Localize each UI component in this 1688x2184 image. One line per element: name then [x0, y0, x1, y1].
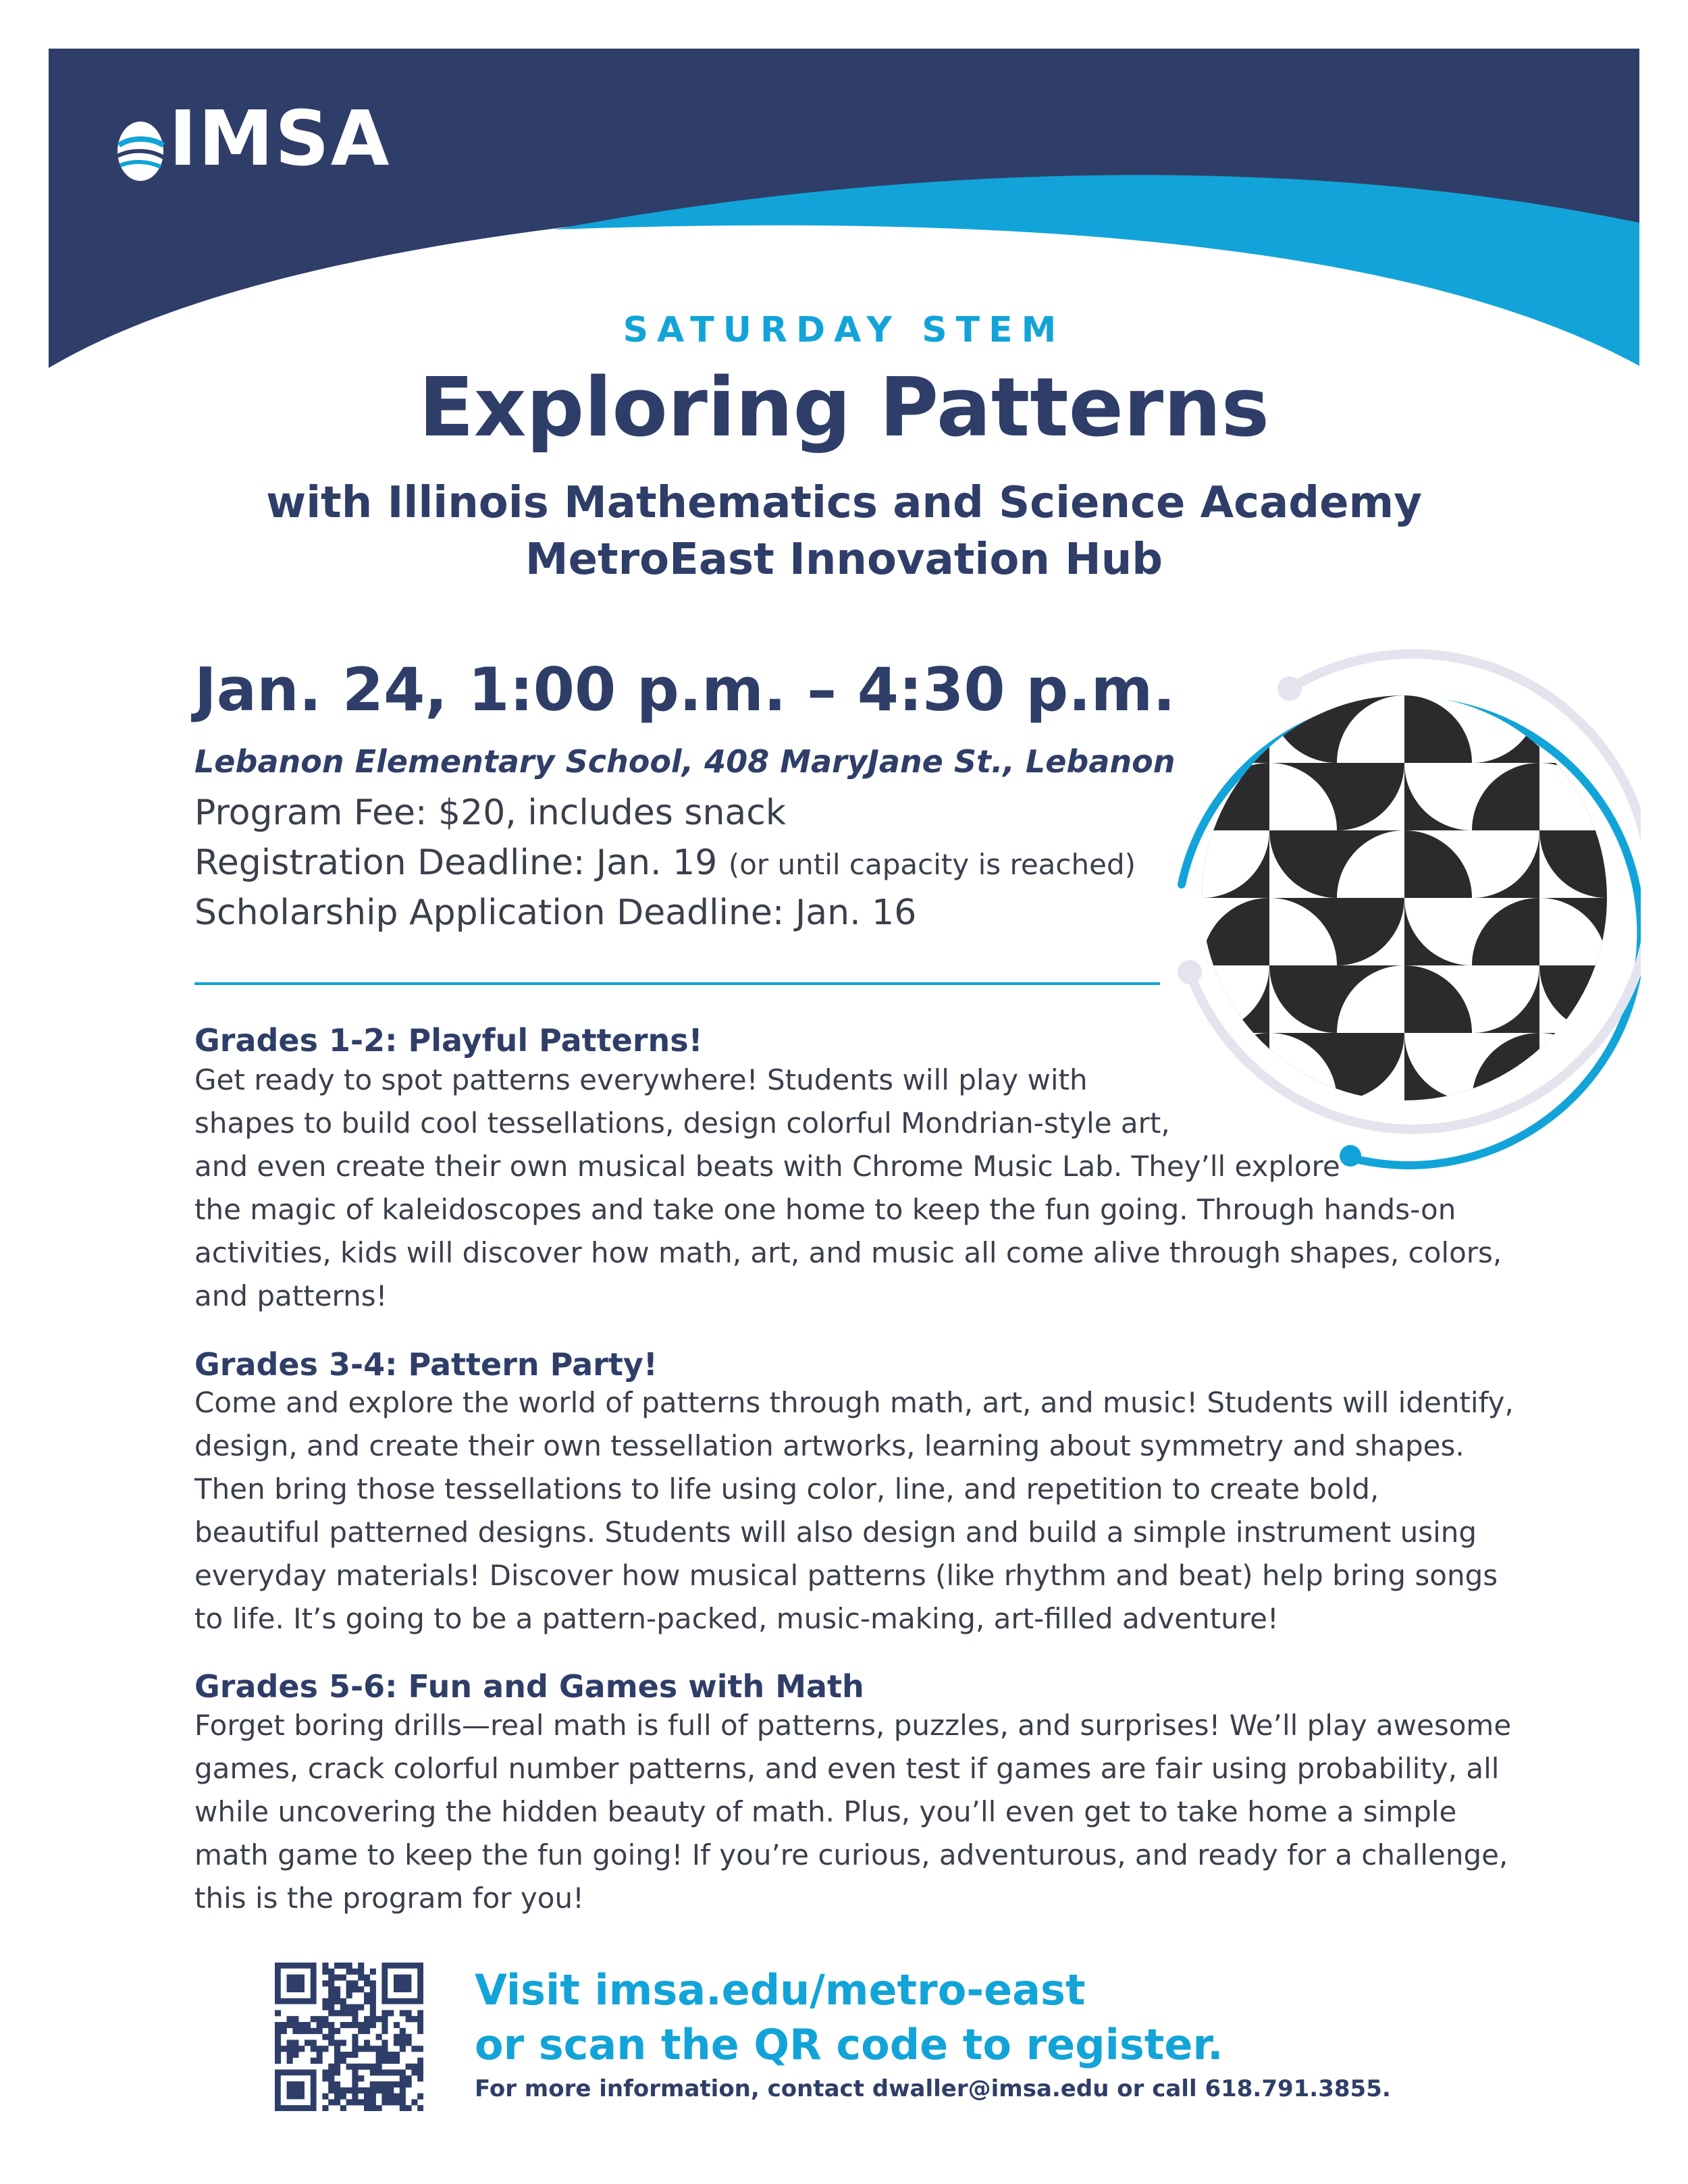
qr-module [346, 2064, 352, 2070]
qr-module [292, 2028, 298, 2034]
qr-module [328, 2081, 334, 2087]
qr-module [311, 2040, 317, 2046]
subtitle-line-1: with Illinois Mathematics and Science Academy [266, 478, 1422, 528]
qr-module [388, 2058, 394, 2064]
qr-module [305, 2022, 311, 2028]
qr-module [381, 2022, 388, 2028]
qr-module [364, 1975, 370, 1981]
qr-module [292, 2016, 298, 2022]
qr-module [352, 2052, 358, 2058]
program-description-grades-1-2 [194, 1059, 1502, 1318]
qr-module [411, 2064, 417, 2070]
qr-module [292, 2022, 298, 2028]
qr-module [388, 2069, 394, 2075]
program-heading-grades-1-2: Grades 1-2: Playful Patterns! [194, 1022, 703, 1059]
qr-module [400, 2010, 406, 2016]
qr-module [400, 2087, 406, 2094]
qr-module [340, 2094, 346, 2100]
qr-module [281, 2028, 287, 2034]
qr-module [376, 2081, 382, 2087]
qr-module [400, 2069, 406, 2075]
qr-module [417, 2105, 423, 2111]
qr-module [376, 2046, 382, 2052]
qr-module [381, 2058, 388, 2064]
qr-module [394, 2034, 400, 2040]
qr-module [305, 2040, 311, 2046]
qr-module [352, 2040, 358, 2046]
qr-module [370, 2081, 376, 2087]
qr-module [381, 2069, 388, 2075]
qr-module [334, 2028, 340, 2034]
qr-module [352, 2016, 358, 2022]
qr-module [364, 1992, 370, 1998]
qr-module [417, 2046, 423, 2052]
description-line: everyday materials! Discover how musical patterns (like rhythm and beat) help bring songs [194, 1559, 1498, 1592]
qr-module [334, 2087, 340, 2094]
qr-module [352, 1969, 358, 1975]
qr-module [358, 2004, 364, 2010]
qr-module [358, 2087, 364, 2094]
qr-module [394, 2081, 400, 2087]
qr-module [275, 2052, 281, 2058]
qr-module [352, 2081, 358, 2087]
qr-module [364, 2105, 370, 2111]
qr-module [406, 2016, 412, 2022]
qr-module [417, 2028, 423, 2034]
qr-module [358, 2022, 364, 2028]
qr-module [417, 2022, 423, 2028]
description-line: and even create their own musical beats with Chrome Music Lab. They’ll explore [194, 1150, 1340, 1183]
event-location: Lebanon Elementary School, 408 MaryJane St., Lebanon [194, 743, 1176, 780]
qr-module [381, 2094, 388, 2100]
qr-module [358, 2028, 364, 2034]
qr-module [388, 2081, 394, 2087]
qr-module [340, 2087, 346, 2094]
qr-module [334, 1963, 340, 1969]
qr-module [376, 2087, 382, 2094]
qr-module [364, 2046, 370, 2052]
qr-module [370, 2069, 376, 2075]
qr-module [352, 2075, 358, 2081]
qr-module [292, 2052, 298, 2058]
qr-module [281, 2022, 287, 2028]
qr-module [411, 2046, 417, 2052]
qr-module [352, 2022, 358, 2028]
qr-module [322, 2075, 328, 2081]
description-line: and patterns! [194, 1279, 388, 1312]
qr-module [322, 2022, 328, 2028]
qr-module [346, 1969, 352, 1975]
qr-module [334, 2052, 340, 2058]
qr-module [411, 2099, 417, 2105]
qr-module [417, 2094, 423, 2100]
qr-module [364, 2022, 370, 2028]
qr-module [358, 1986, 364, 1992]
qr-module [406, 2010, 412, 2016]
qr-module [352, 1986, 358, 1992]
qr-module [406, 2105, 412, 2111]
description-line: shapes to build cool tessellations, design colorful Mondrian-style art, [194, 1107, 1170, 1140]
program-fee: Program Fee: $20, includes snack [194, 793, 786, 833]
qr-module [388, 2094, 394, 2100]
qr-module [370, 2016, 376, 2022]
qr-module [358, 2064, 364, 2070]
qr-module [281, 2046, 287, 2052]
qr-module [381, 2046, 388, 2052]
qr-module [322, 1980, 328, 1986]
qr-module [394, 2052, 400, 2058]
inner-ring-dot-top [1277, 676, 1302, 701]
qr-module [370, 1980, 376, 1986]
qr-module [358, 2075, 364, 2081]
qr-module [381, 2087, 388, 2094]
registration-note: (or until capacity is reached) [728, 848, 1136, 881]
qr-module [317, 2022, 323, 2028]
qr-module [328, 2075, 334, 2081]
program-heading-grades-5-6: Grades 5-6: Fun and Games with Math [194, 1668, 864, 1705]
qr-module [417, 2075, 423, 2081]
event-date-time: Jan. 24, 1:00 p.m. – 4:30 p.m. [194, 655, 1176, 724]
qr-module [417, 2064, 423, 2070]
description-line: activities, kids will discover how math, art, and music all come alive through shapes, colors, [194, 1236, 1502, 1269]
qr-module [328, 1969, 334, 1975]
qr-module [381, 2081, 388, 2087]
qr-module [322, 2105, 328, 2111]
qr-module [322, 1998, 328, 2004]
qr-module [322, 2004, 328, 2010]
qr-module [370, 2046, 376, 2052]
qr-module [328, 2034, 334, 2040]
qr-module [275, 2028, 281, 2034]
qr-module [400, 2099, 406, 2105]
qr-module [334, 2094, 340, 2100]
qr-module [340, 2022, 346, 2028]
qr-module [328, 1975, 334, 1981]
qr-module [334, 2099, 340, 2105]
qr-module [358, 2046, 364, 2052]
qr-module [340, 1963, 346, 1969]
qr-module [381, 2040, 388, 2046]
qr-module [340, 2105, 346, 2111]
qr-module [340, 2058, 346, 2064]
inner-ring-dot-left [1178, 960, 1202, 984]
qr-module [334, 2069, 340, 2075]
qr-module [328, 2069, 334, 2075]
qr-module [334, 2058, 340, 2064]
qr-module [340, 2052, 346, 2058]
description-line: beautiful patterned designs. Students will also design and build a simple instrument using [194, 1516, 1477, 1549]
description-line: games, crack colorful number patterns, and even test if games are fair using probability, all [194, 1752, 1500, 1785]
qr-module [334, 1992, 340, 1998]
description-line: Come and explore the world of patterns through math, art, and music! Students will identify, [194, 1386, 1514, 1419]
qr-module [400, 2028, 406, 2034]
description-line: the magic of kaleidoscopes and take one home to keep the fun going. Through hands-on [194, 1193, 1456, 1226]
qr-module [370, 2010, 376, 2016]
qr-module [370, 1969, 376, 1975]
qr-module [400, 2040, 406, 2046]
section-divider [194, 982, 1160, 985]
qr-module [381, 2016, 388, 2022]
qr-module [417, 2010, 423, 2016]
qr-module [352, 2087, 358, 2094]
qr-module [352, 2010, 358, 2016]
qr-module [334, 1986, 340, 1992]
register-instruction: or scan the QR code to register. [475, 2020, 1223, 2069]
qr-module [388, 2099, 394, 2105]
qr-module [298, 2028, 305, 2034]
qr-module [370, 2004, 376, 2010]
qr-module [394, 2040, 400, 2046]
registration-qr-code[interactable] [275, 1963, 423, 2111]
qr-module [328, 2064, 334, 2070]
qr-module [370, 2099, 376, 2105]
qr-module [346, 1980, 352, 1986]
qr-module [346, 2099, 352, 2105]
qr-module [311, 2028, 317, 2034]
qr-module [411, 2016, 417, 2022]
qr-module [400, 2081, 406, 2087]
qr-module [340, 2040, 346, 2046]
qr-module [346, 1963, 352, 1969]
qr-finder-pattern [394, 1975, 411, 1992]
qr-module [287, 2040, 293, 2046]
page-title: Exploring Patterns [418, 361, 1270, 455]
qr-module [322, 2034, 328, 2040]
qr-module [322, 1963, 328, 1969]
qr-module [406, 2064, 412, 2070]
qr-module [298, 2046, 305, 2052]
qr-module [406, 2034, 412, 2040]
qr-module [334, 2081, 340, 2087]
contact-info: For more information, contact dwaller@imsa.edu or call 618.791.3855. [475, 2075, 1391, 2102]
qr-module [394, 2022, 400, 2028]
qr-module [352, 2069, 358, 2075]
qr-module [287, 2052, 293, 2058]
qr-module [364, 2094, 370, 2100]
qr-module [358, 1963, 364, 1969]
qr-module [370, 2064, 376, 2070]
qr-module [322, 2046, 328, 2052]
qr-module [376, 2105, 382, 2111]
qr-module [394, 2069, 400, 2075]
qr-module [322, 1969, 328, 1975]
tessellation-disc [1202, 695, 1607, 1100]
qr-module [400, 2105, 406, 2111]
qr-module [311, 2058, 317, 2064]
description-line: Forget boring drills—real math is full of patterns, puzzles, and surprises! We’ll play awesome [194, 1709, 1512, 1742]
qr-module [311, 2016, 317, 2022]
qr-module [317, 2058, 323, 2064]
qr-module [364, 1998, 370, 2004]
qr-module [346, 2022, 352, 2028]
qr-module [358, 1969, 364, 1975]
qr-module [292, 2046, 298, 2052]
program-series-label: SATURDAY STEM [623, 310, 1065, 350]
qr-module [340, 1998, 346, 2004]
qr-module [287, 2046, 293, 2052]
qr-module [370, 2094, 376, 2100]
qr-module [417, 2016, 423, 2022]
imsa-globe-icon [115, 118, 166, 184]
description-line: while uncovering the hidden beauty of math. Plus, you’ll even get to take home a simple [194, 1795, 1457, 1828]
qr-module [364, 2016, 370, 2022]
qr-module [352, 2094, 358, 2100]
qr-module [340, 2004, 346, 2010]
qr-module [346, 2052, 352, 2058]
qr-module [352, 2064, 358, 2070]
imsa-logo: IMSA [169, 95, 391, 183]
qr-module [370, 2022, 376, 2028]
qr-module [298, 2022, 305, 2028]
qr-module [328, 2010, 334, 2016]
qr-module [317, 2052, 323, 2058]
qr-module [400, 2094, 406, 2100]
qr-module [334, 2040, 340, 2046]
qr-module [328, 2028, 334, 2034]
qr-module [352, 2004, 358, 2010]
qr-module [317, 2046, 323, 2052]
qr-module [334, 2046, 340, 2052]
qr-module [400, 2046, 406, 2052]
qr-module [334, 1998, 340, 2004]
qr-module [352, 2034, 358, 2040]
qr-module [364, 2040, 370, 2046]
qr-module [376, 2016, 382, 2022]
qr-module [328, 2099, 334, 2105]
qr-module [317, 2028, 323, 2034]
qr-module [334, 2064, 340, 2070]
qr-module [328, 1998, 334, 2004]
qr-module [388, 2087, 394, 2094]
qr-finder-pattern [287, 2081, 305, 2099]
description-line: design, and create their own tessellation artworks, learning about symmetry and shapes. [194, 1429, 1465, 1462]
qr-module [364, 2087, 370, 2094]
registration-deadline [194, 843, 1136, 883]
description-line: Then bring those tessellations to life using color, line, and repetition to create bold, [194, 1472, 1379, 1506]
qr-module [287, 2016, 293, 2022]
description-line: to life. It’s going to be a pattern-packed, music-making, art-filled adventure! [194, 1602, 1279, 1635]
qr-module [370, 2105, 376, 2111]
qr-module [381, 2010, 388, 2016]
description-line: math game to keep the fun going! If you’re curious, adventurous, and ready for a challenge, [194, 1838, 1508, 1871]
qr-module [417, 2058, 423, 2064]
description-line: this is the program for you! [194, 1882, 584, 1915]
qr-module [388, 2010, 394, 2016]
registration-deadline-text: Registration Deadline: Jan. 19 [194, 843, 718, 883]
qr-module [352, 2046, 358, 2052]
qr-module [275, 2034, 281, 2040]
qr-module [376, 2034, 382, 2040]
qr-module [328, 2004, 334, 2010]
qr-module [346, 2010, 352, 2016]
qr-module [370, 1986, 376, 1992]
qr-module [406, 2081, 412, 2087]
qr-finder-pattern [287, 1975, 305, 1992]
qr-module [388, 2052, 394, 2058]
qr-module [370, 1998, 376, 2004]
qr-module [352, 1980, 358, 1986]
qr-module [381, 2052, 388, 2058]
subtitle [0, 475, 1688, 588]
qr-module [381, 2028, 388, 2034]
subtitle-line-2: MetroEast Innovation Hub [525, 535, 1163, 585]
qr-module [417, 2069, 423, 2075]
qr-module [358, 1975, 364, 1981]
qr-module [376, 2052, 382, 2058]
qr-module [364, 2099, 370, 2105]
qr-module [400, 2075, 406, 2081]
qr-module [334, 1975, 340, 1981]
qr-module [322, 2016, 328, 2022]
qr-module [292, 2040, 298, 2046]
qr-module [406, 2040, 412, 2046]
qr-module [376, 2069, 382, 2075]
qr-module [394, 2099, 400, 2105]
qr-module [406, 2075, 412, 2081]
qr-module [287, 2022, 293, 2028]
register-link[interactable]: Visit imsa.edu/metro-east [475, 1965, 1086, 2015]
qr-module [340, 2010, 346, 2016]
qr-module [322, 2069, 328, 2075]
qr-module [328, 2040, 334, 2046]
qr-module [340, 1975, 346, 1981]
qr-module [346, 1992, 352, 1998]
qr-module [370, 1992, 376, 1998]
program-description-grades-3-4 [194, 1381, 1514, 1641]
qr-module [364, 2064, 370, 2070]
qr-module [381, 2099, 388, 2105]
qr-module [275, 2046, 281, 2052]
qr-module [346, 2004, 352, 2010]
qr-module [322, 2094, 328, 2100]
qr-module [376, 2058, 382, 2064]
qr-module [400, 2034, 406, 2040]
qr-module [411, 2069, 417, 2075]
qr-module [364, 2028, 370, 2034]
program-heading-grades-3-4: Grades 3-4: Pattern Party! [194, 1346, 658, 1383]
qr-module [311, 2046, 317, 2052]
qr-module [275, 2058, 281, 2064]
qr-module [394, 2058, 400, 2064]
qr-module [328, 1986, 334, 1992]
qr-module [305, 2028, 311, 2034]
qr-module [334, 2010, 340, 2016]
qr-module [358, 2099, 364, 2105]
description-line: Get ready to spot patterns everywhere! Students will play with [194, 1063, 1088, 1096]
qr-module [376, 2064, 382, 2070]
qr-module [328, 1992, 334, 1998]
qr-module [394, 2094, 400, 2100]
qr-module [317, 2016, 323, 2022]
qr-module [364, 1980, 370, 1986]
qr-module [328, 2087, 334, 2094]
qr-module [346, 2087, 352, 2094]
qr-module [370, 2087, 376, 2094]
qr-module [275, 2022, 281, 2028]
qr-module [346, 1986, 352, 1992]
scholarship-deadline: Scholarship Application Deadline: Jan. 16 [194, 893, 917, 933]
qr-module [275, 2010, 281, 2016]
qr-module [328, 2022, 334, 2028]
program-description-grades-5-6 [194, 1704, 1511, 1920]
qr-module [287, 2058, 293, 2064]
qr-module [275, 2040, 281, 2046]
qr-module [328, 1980, 334, 1986]
qr-module [352, 2099, 358, 2105]
